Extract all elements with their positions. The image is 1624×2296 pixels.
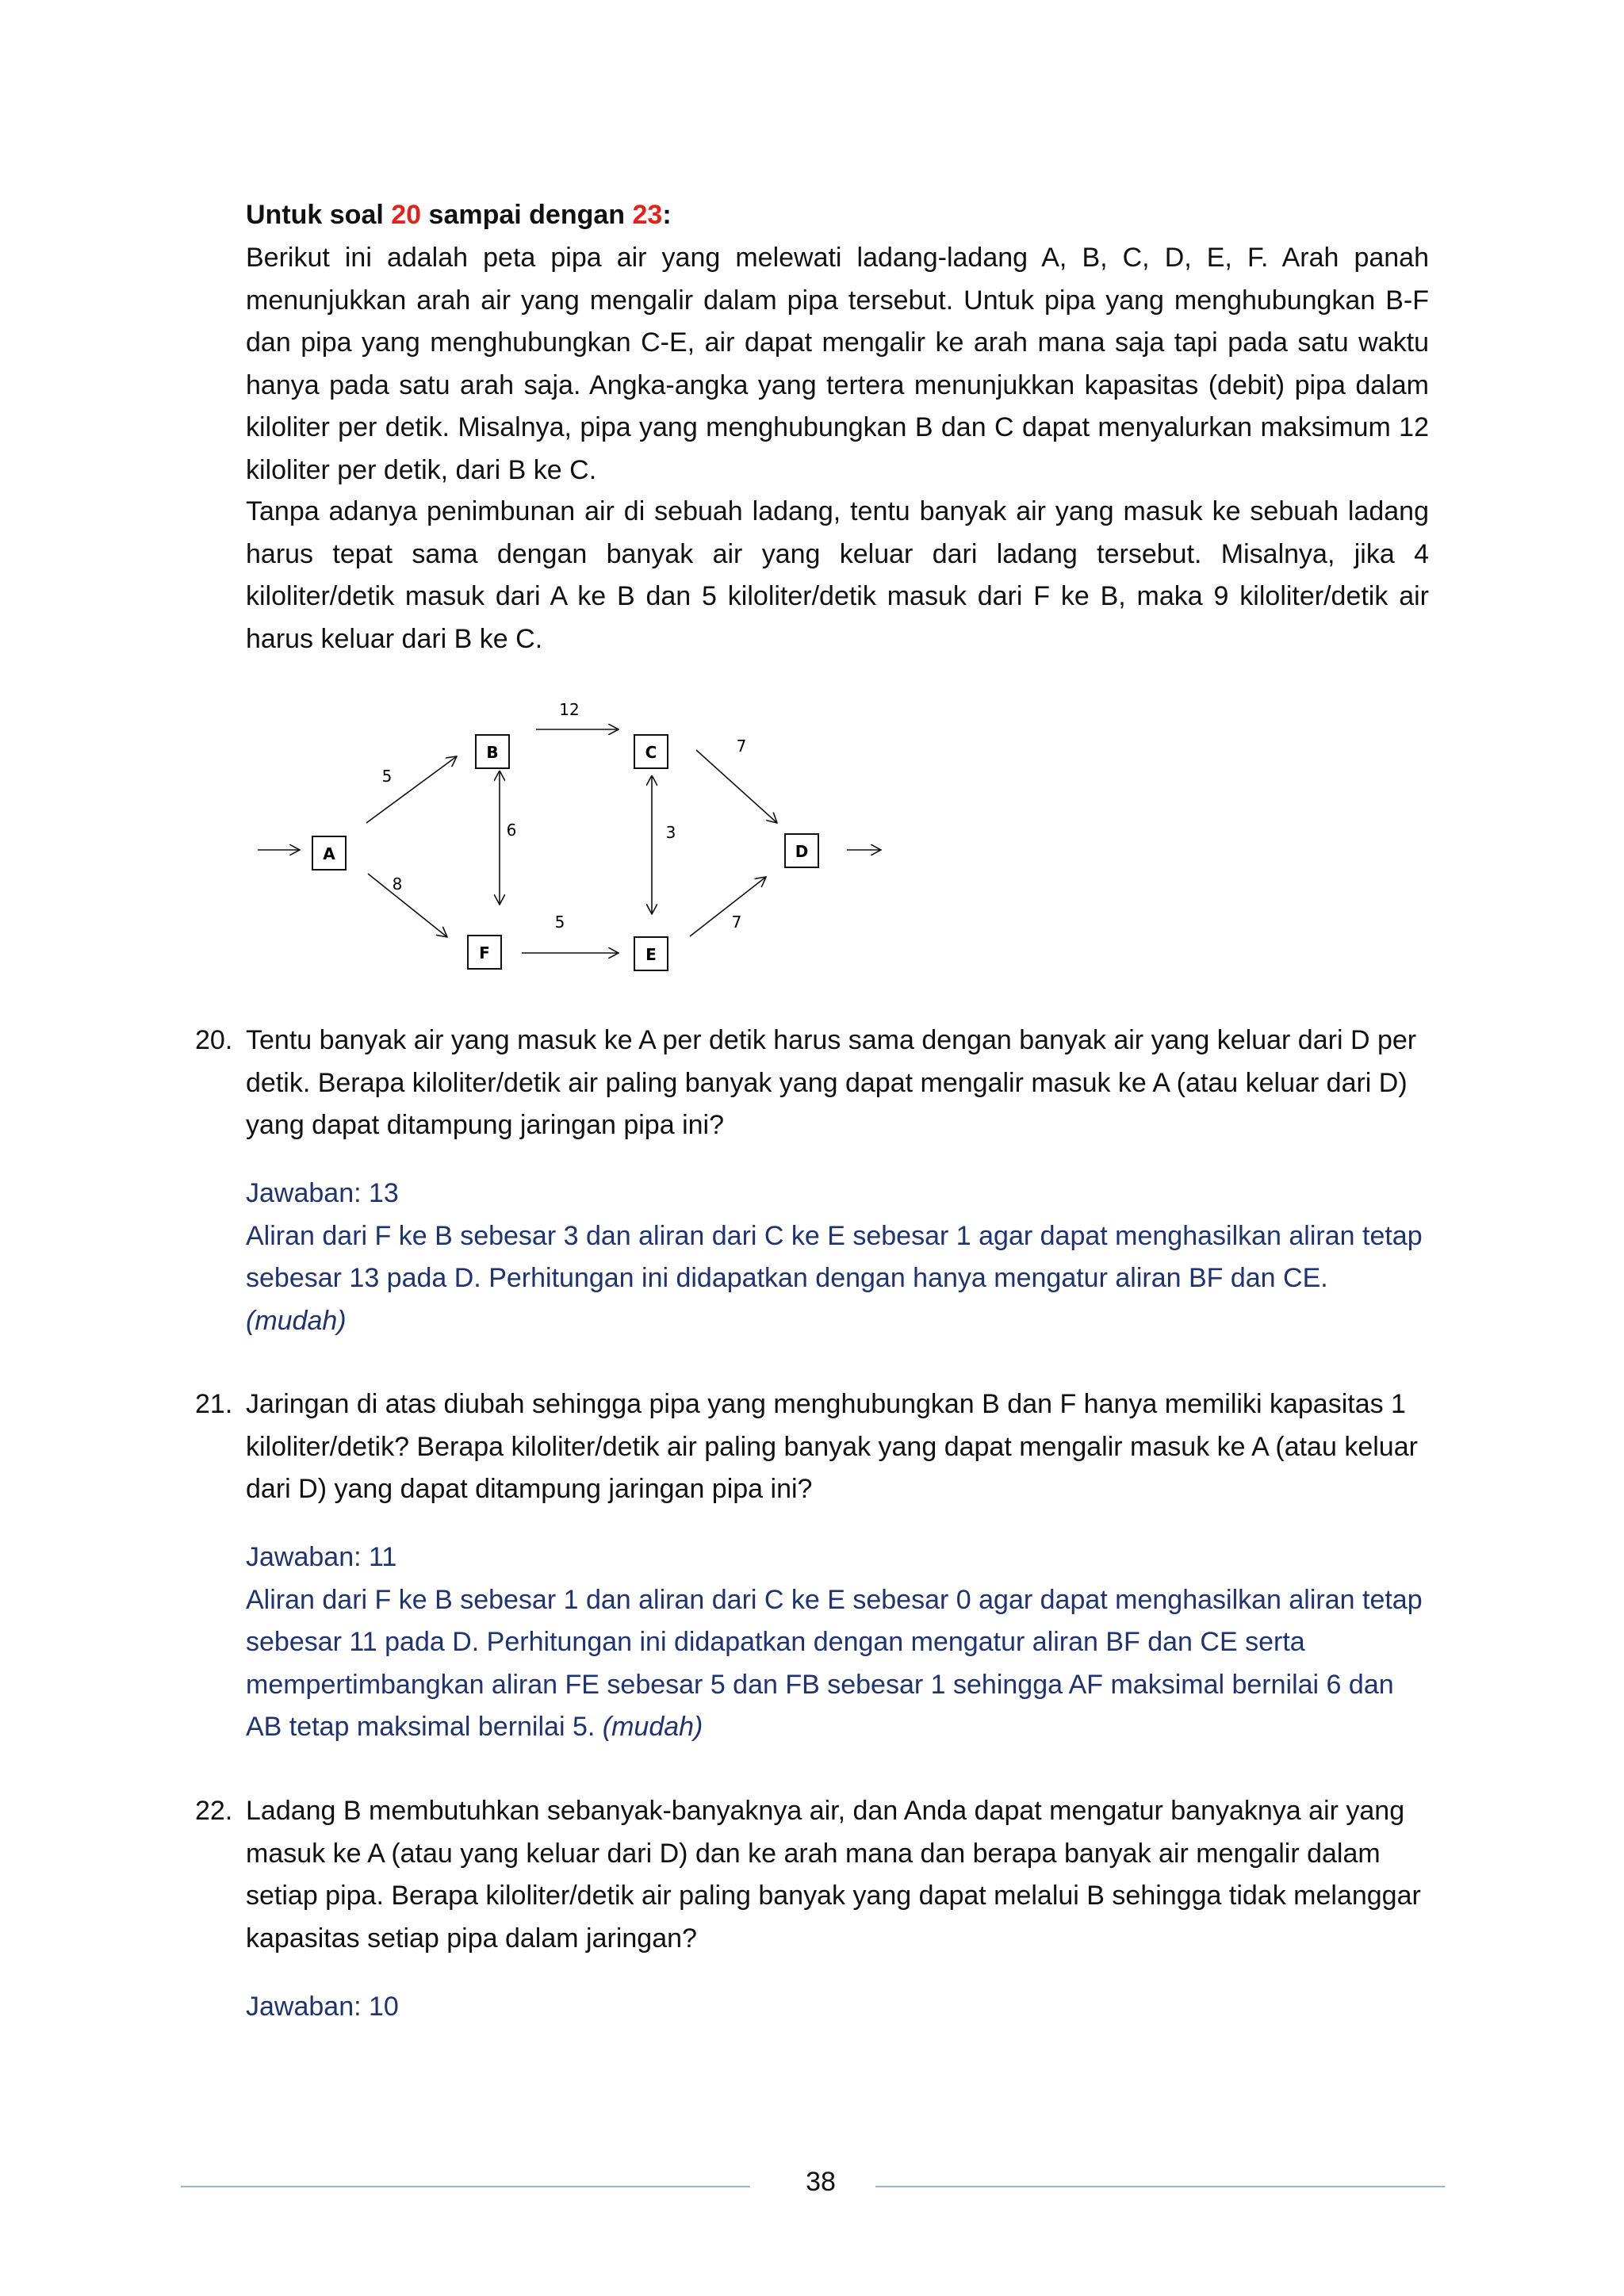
- question-text: Jaringan di atas diubah sehingga pipa yang menghubungkan B dan F hanya memiliki kapasitas 1 kiloliter/detik? Berapa kiloliter/detik air paling banyak yang dapat mengalir masuk ke A (atau keluar dari D) yang dapat ditampung jaringan pipa ini?: [246, 1389, 1418, 1504]
- node-a: [312, 836, 346, 870]
- node-c-label: C: [645, 743, 657, 762]
- question-number: 22.: [195, 1796, 233, 1826]
- answer-value: Jawaban: 11: [246, 1542, 397, 1572]
- node-b: [476, 735, 509, 768]
- capacity-bf: 6: [506, 821, 517, 840]
- capacity-ed: 7: [731, 913, 742, 932]
- edge-e-d: [690, 877, 766, 936]
- answer-explanation: Aliran dari F ke B sebesar 1 dan aliran dari C ke E sebesar 0 agar dapat menghasilkan aliran tetap sebesar 11 pada D. Perhitungan ini didapatkan dengan mengatur aliran BF dan CE serta mempertimbangkan aliran FE sebesar 5 dan FB sebesar 1 sehingga AF maksimal bernilai 6 dan AB tetap maksimal bernilai 5.: [246, 1584, 1423, 1742]
- node-e-label: E: [645, 945, 657, 964]
- answer-22: [246, 1986, 1429, 2029]
- pipe-network-diagram: [246, 690, 896, 987]
- pipe-network-svg: [246, 690, 896, 983]
- question-21: [195, 1383, 1429, 1511]
- heading-from-number: 20: [391, 200, 422, 230]
- heading-to-number: 23: [632, 200, 663, 230]
- question-number: 21.: [195, 1389, 233, 1419]
- heading-suffix: :: [662, 200, 672, 230]
- node-f-label: F: [479, 943, 490, 962]
- node-c: [634, 735, 668, 768]
- node-a-label: A: [323, 844, 335, 863]
- question-20: [195, 1020, 1429, 1147]
- answer-value: Jawaban: 10: [246, 1992, 399, 2022]
- answer-difficulty: (mudah): [246, 1305, 347, 1336]
- node-d: [785, 834, 818, 867]
- footer-rule-right: [875, 2186, 1445, 2187]
- question-22: [195, 1790, 1429, 1960]
- answer-difficulty: (mudah): [602, 1712, 703, 1742]
- edge-a-b: [366, 756, 457, 823]
- node-f: [468, 936, 501, 969]
- node-b-label: B: [486, 743, 499, 762]
- footer-rule-left: [181, 2186, 750, 2187]
- answer-20: [246, 1173, 1429, 1342]
- capacity-ab: 5: [381, 767, 393, 786]
- capacity-af: 8: [392, 874, 403, 894]
- edge-c-d: [696, 750, 777, 823]
- question-number: 20.: [195, 1025, 233, 1055]
- capacity-cd: 7: [736, 737, 747, 756]
- capacity-ce: 3: [665, 823, 676, 842]
- page-number: 38: [806, 2167, 836, 2197]
- answer-21: [246, 1536, 1429, 1749]
- node-e: [634, 937, 668, 970]
- heading-prefix: Untuk soal: [246, 200, 384, 230]
- node-d-label: D: [795, 842, 809, 861]
- answer-explanation: Aliran dari F ke B sebesar 3 dan aliran dari C ke E sebesar 1 agar dapat menghasilkan aliran tetap sebesar 13 pada D. Perhitungan ini didapatkan dengan hanya mengatur aliran BF dan CE.: [246, 1220, 1423, 1293]
- intro-paragraph-2: Tanpa adanya penimbunan air di sebuah ladang, tentu banyak air yang masuk ke sebuah ladang harus tepat sama dengan banyak air yang keluar dari ladang tersebut. Misalnya, jika 4 kiloliter/detik masuk dari A ke B dan 5 kiloliter/detik masuk dari F ke B, maka 9 kiloliter/detik air harus keluar dari B ke C.: [246, 496, 1429, 654]
- question-text: Tentu banyak air yang masuk ke A per detik harus sama dengan banyak air yang keluar dari D per detik. Berapa kiloliter/detik air paling banyak yang dapat mengalir masuk ke A (atau keluar dari D) yang dapat ditampung jaringan pipa ini?: [246, 1025, 1417, 1140]
- intro-paragraph-1: Berikut ini adalah peta pipa air yang melewati ladang-ladang A, B, C, D, E, F. Arah panah menunjukkan arah air yang mengalir dalam pipa tersebut. Untuk pipa yang menghubungkan B-F dan pipa yang menghubungkan C-E, air dapat mengalir ke arah mana saja tapi pada satu waktu hanya pada satu arah saja. Angka-angka yang tertera menunjukkan kapasitas (debit) pipa dalam kiloliter per detik. Misalnya, pipa yang menghubungkan B dan C dapat menyalurkan maksimum 12 kiloliter per detik, dari B ke C.: [246, 243, 1429, 485]
- heading-mid: sampai dengan: [428, 200, 626, 230]
- question-text: Ladang B membutuhkan sebanyak-banyaknya air, dan Anda dapat mengatur banyaknya air yang masuk ke A (atau yang keluar dari D) dan ke arah mana dan berapa banyak air mengalir dalam setiap pipa. Berapa kiloliter/detik air paling banyak yang dapat melalui B sehingga tidak melanggar kapasitas setiap pipa dalam jaringan?: [246, 1796, 1421, 1954]
- answer-value: Jawaban: 13: [246, 1178, 399, 1208]
- edge-a-f: [368, 874, 447, 937]
- capacity-fe: 5: [554, 913, 565, 932]
- capacity-bc: 12: [559, 700, 580, 719]
- section-heading: [246, 194, 672, 237]
